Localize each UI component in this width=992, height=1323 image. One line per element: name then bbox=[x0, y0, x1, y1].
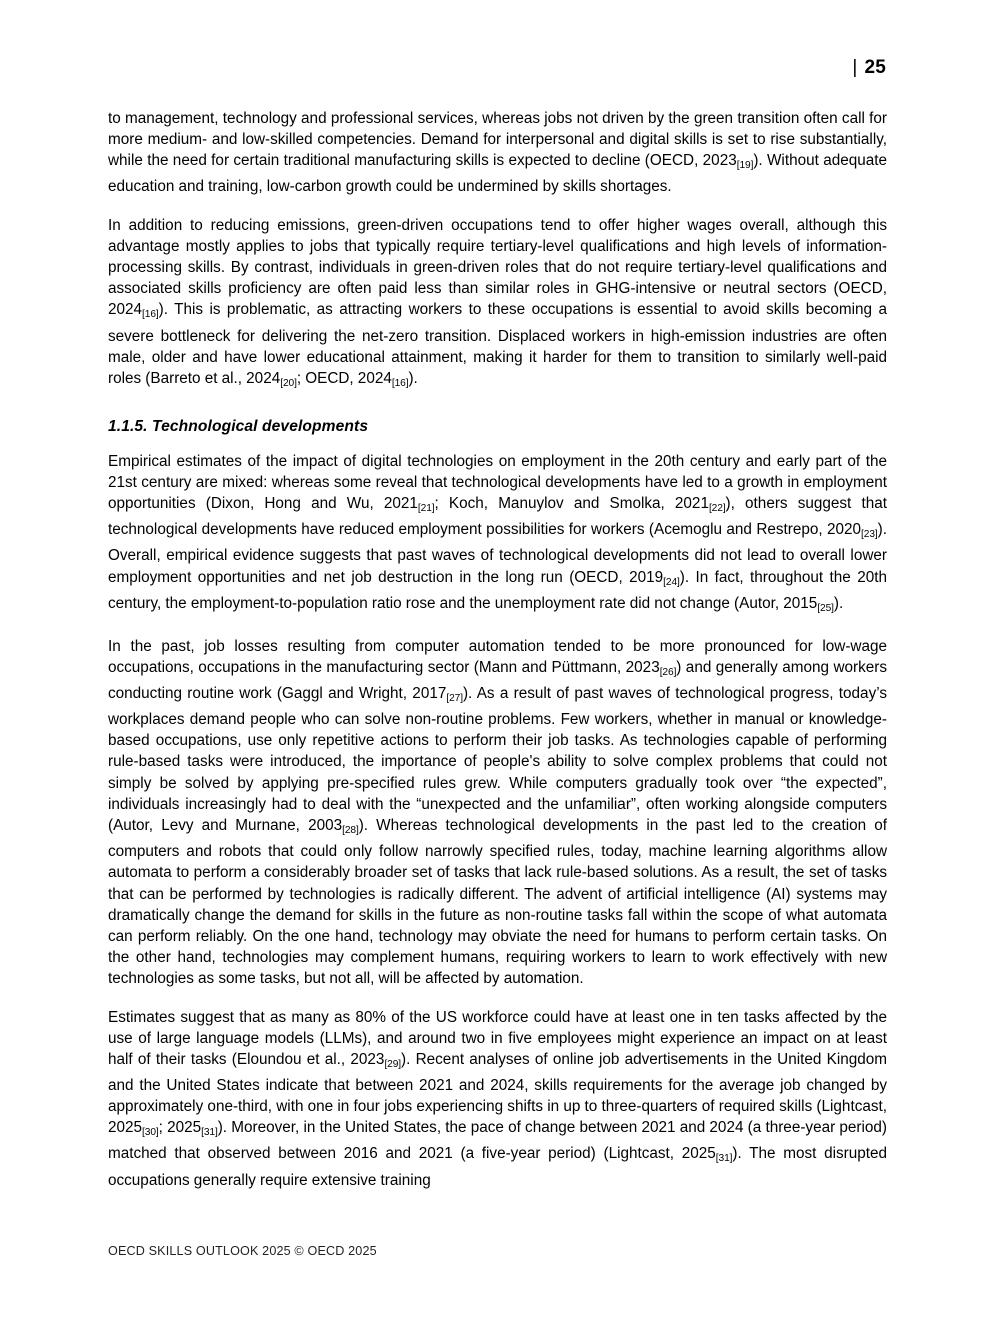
paragraph-continuation-green-skills bbox=[108, 108, 887, 198]
paragraph-text: ). Overall, empirical evidence suggests that past waves of technological developments did not lead to overall lower employment opportunities and net job destruction in the long run (OECD, 2019 bbox=[108, 521, 887, 586]
paragraph-text: ). bbox=[408, 369, 418, 387]
page-footer bbox=[108, 1243, 887, 1259]
paragraph-text: ). In fact, throughout the 20th century, the employment-to-population ratio rose and the unemployment rate did not change (Autor, 2015 bbox=[108, 568, 887, 612]
paragraph-text: ; 2025 bbox=[158, 1119, 202, 1137]
paragraph-text: to management, technology and professional services, whereas jobs not driven by the green transition often call for more medium- and low-skilled competencies. Demand for interpersonal and digital skills is set to rise substantially, while the need for certain traditional manufacturing skills is expected to decline (OECD, 2023 bbox=[108, 110, 887, 170]
page-number-folio bbox=[852, 58, 886, 77]
section-heading-technological-developments: 1.1.5. Technological developments bbox=[108, 417, 369, 435]
citation-ref-29[interactable]: [29] bbox=[384, 1058, 402, 1070]
paragraph-text: Estimates suggest that as many as 80% of the US workforce could have at least one in ten tasks affected by the use of large language models (LLMs), and around two in five employees might experience an impact on at least half of their tasks (Eloundou et al., 2023 bbox=[108, 1008, 887, 1068]
citation-ref-19[interactable]: [19] bbox=[736, 160, 754, 172]
paragraph-text: ; Koch, Manuylov and Smolka, 2021 bbox=[434, 495, 709, 513]
paragraph-text: ). Recent analyses of online job advertisements in the United Kingdom and the United States indicate that between 2021 and 2024, skills requirements for the average job changed by approximately one-third, with one in four jobs experiencing shifts in up to three-quarters of required skills (Lightcast, 2025 bbox=[108, 1050, 887, 1137]
citation-ref-24[interactable]: [24] bbox=[663, 576, 680, 588]
paragraph-text: In the past, job losses resulting from computer automation tended to be more pronounced for low-wage occupations, occupations in the manufacturing sector (Mann and Püttmann, 2023 bbox=[108, 637, 887, 676]
citation-ref-26[interactable]: [26] bbox=[659, 666, 677, 678]
paragraph-text: ). The most disrupted occupations generally require extensive training bbox=[108, 1145, 887, 1189]
paragraph-text: Empirical estimates of the impact of digital technologies on employment in the 20th century and early part of the 21st century are mixed: whereas some reveal that technological developments have led to a growth in employment opportunities (Dixon, Hong and Wu, 2021 bbox=[108, 452, 887, 513]
paragraph-text: ) and generally among workers conducting routine work (Gaggl and Wright, 2017 bbox=[108, 658, 887, 703]
citation-ref-31[interactable]: [31] bbox=[201, 1127, 218, 1139]
paragraph-job-losses-automation bbox=[108, 636, 887, 990]
citation-ref-23[interactable]: [23] bbox=[861, 529, 878, 541]
citation-ref-31-b[interactable]: [31] bbox=[715, 1153, 733, 1165]
paragraph-text: In addition to reducing emissions, green-driven occupations tend to offer higher wages overall, although this advantage mostly applies to jobs that typically require tertiary-level qualifications and high levels of information-processing skills. By contrast, individuals in green-driven roles that do not require tertiary-level qualifications and associated skills proficiency are often paid less than similar roles in GHG-intensive or neutral sectors (OECD, 2024 bbox=[108, 216, 887, 319]
paragraph-text: ), others suggest that technological developments have reduced employment possibilities for workers (Acemoglu and Restrepo, 2020 bbox=[108, 495, 887, 539]
paragraph-llm-estimates bbox=[108, 1007, 887, 1191]
citation-ref-22[interactable]: [22] bbox=[708, 503, 726, 515]
citation-ref-16-b[interactable]: [16] bbox=[391, 377, 409, 389]
paragraph-empirical-estimates bbox=[108, 451, 887, 619]
paragraph-text: ). bbox=[833, 594, 844, 612]
citation-ref-16[interactable]: [16] bbox=[142, 309, 159, 321]
citation-ref-27[interactable]: [27] bbox=[446, 692, 463, 704]
citation-ref-20[interactable]: [20] bbox=[280, 377, 297, 389]
page-content bbox=[108, 108, 887, 1191]
paragraph-text: ). Moreover, in the United States, the pace of change between 2021 and 2024 (a three-year period) matched that observed between 2016 and 2021 (a five-year period) (Lightcast, 2025 bbox=[108, 1119, 887, 1163]
citation-ref-21[interactable]: [21] bbox=[417, 503, 435, 515]
citation-ref-28[interactable]: [28] bbox=[342, 824, 359, 836]
paragraph-text: ). As a result of past waves of technological progress, today’s workplaces demand people who can solve non-routine problems. Few workers, whether in manual or knowledge-based occupations, use only repetitive actions to perform their job tasks. As technologies capable of performing rule-based tasks were introduced, the importance of people's ability to solve complex problems that could not simply be solved by applying pre-specified rules grew. While computers gradually took over “the expected”, individuals increasingly had to deal with the “unexpected and the unfamiliar”, often working alongside computers (Autor, Levy and Murnane, 2003 bbox=[108, 685, 887, 835]
citation-ref-30[interactable]: [30] bbox=[142, 1127, 159, 1139]
folio-rule: | bbox=[852, 57, 858, 78]
paragraph-text: ; OECD, 2024 bbox=[296, 369, 392, 387]
footer-publication-line: OECD SKILLS OUTLOOK 2025 © OECD 2025 bbox=[108, 1244, 377, 1258]
page-header bbox=[108, 58, 886, 92]
paragraph-green-wages bbox=[108, 215, 887, 394]
paragraph-text: ). Whereas technological developments in the past led to the creation of computers and robots that could only follow narrowly specified rules, today, machine learning algorithms allow automata to perform a considerably broader set of tasks that lack rule-based solutions. As a result, the set of tasks that can be performed by technologies is radically different. The advent of artificial intelligence (AI) systems may dramatically change the demand for skills in the future as non-routine tasks fall within the scope of what automata can perform reliably. On the one hand, technology may obviate the need for humans to perform certain tasks. On the other hand, technologies may complement humans, requiring workers to learn to work effectively with new technologies as some tasks, but not all, will be affected by automation. bbox=[108, 817, 888, 988]
paragraph-text: ). This is problematic, as attracting workers to these occupations is essential to avoid skills becoming a severe bottleneck for delivering the net-zero transition. Displaced workers in high-emission industries are often male, older and have lower educational attainment, making it harder for them to transition to similarly well-paid roles (Barreto et al., 2024 bbox=[108, 301, 887, 387]
page-number: 25 bbox=[864, 57, 886, 78]
citation-ref-25[interactable]: [25] bbox=[817, 602, 834, 614]
paragraph-text: ). Without adequate education and training, low-carbon growth could be undermined by skills shortages. bbox=[108, 152, 888, 196]
